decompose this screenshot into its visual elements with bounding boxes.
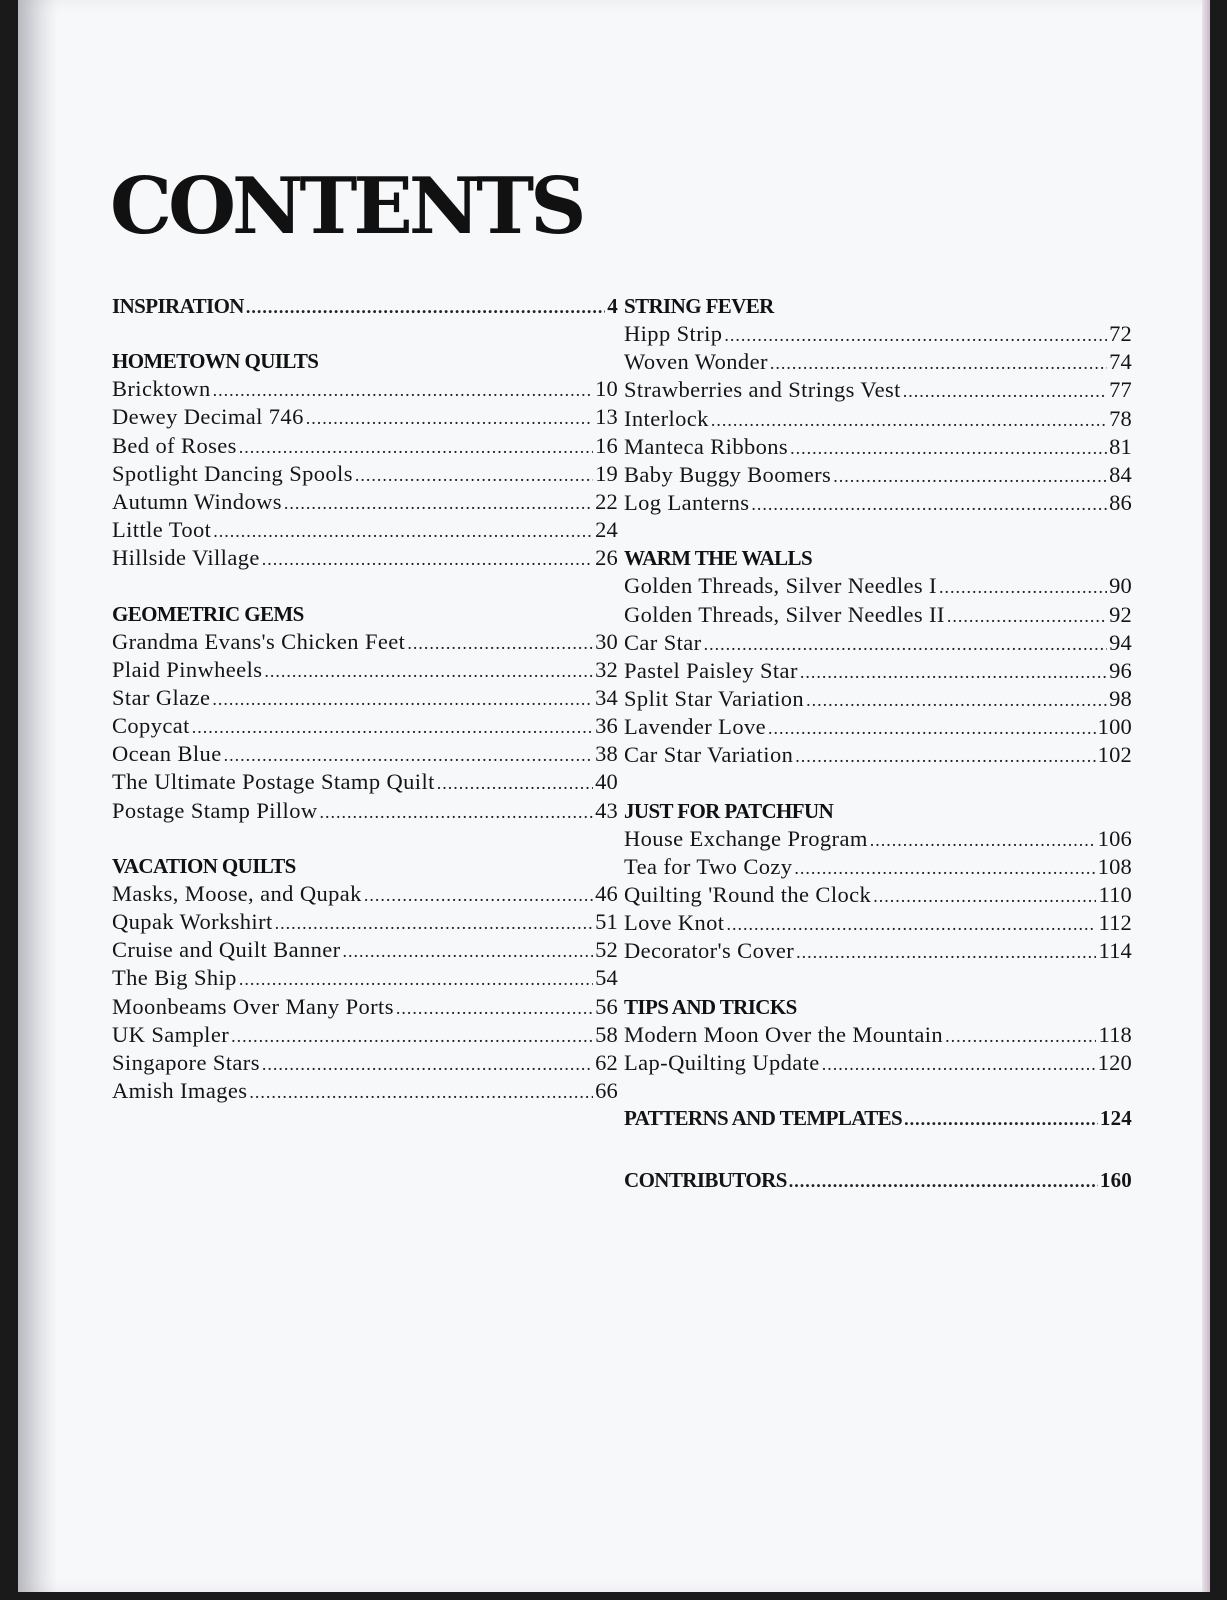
toc-page-number: 98 <box>1109 686 1132 712</box>
toc-entry-title: Strawberries and Strings Vest <box>624 377 901 403</box>
toc-entry[interactable] <box>624 657 1132 685</box>
dot-leader <box>264 657 593 685</box>
toc-entry[interactable] <box>624 909 1132 937</box>
toc-page-number: 106 <box>1097 825 1132 851</box>
toc-entry[interactable] <box>112 797 618 825</box>
toc-entry-title: Woven Wonder <box>624 349 768 375</box>
section-heading-vacation: VACATION QUILTS <box>112 853 296 878</box>
dot-leader <box>275 909 593 937</box>
dot-leader <box>320 798 594 826</box>
toc-page-number: 120 <box>1097 1049 1132 1075</box>
toc-page-number: 38 <box>595 741 618 767</box>
section-heading-tips: TIPS AND TRICKS <box>624 994 797 1019</box>
toc-entry-title: Pastel Paisley Star <box>624 657 798 683</box>
toc-entry-title: Car Star Variation <box>624 742 794 768</box>
toc-entry[interactable] <box>112 656 618 684</box>
toc-page-number: 40 <box>595 769 618 795</box>
toc-section-label: CONTRIBUTORS <box>624 1168 787 1193</box>
toc-entry[interactable] <box>112 460 618 488</box>
dot-leader <box>231 1022 593 1050</box>
section-heading-geometric: GEOMETRIC GEMS <box>112 601 304 626</box>
dot-leader <box>343 937 594 965</box>
toc-page-number: 72 <box>1109 321 1132 346</box>
toc-entry[interactable] <box>624 405 1132 433</box>
toc-page-number: 16 <box>595 432 618 458</box>
toc-entry-title: Qupak Workshirt <box>112 909 273 934</box>
dot-leader <box>870 826 1096 854</box>
dot-leader <box>364 881 593 909</box>
toc-entry-title: Singapore Stars <box>112 1049 260 1075</box>
toc-entry-title: Log Lanterns <box>624 490 750 516</box>
dot-leader <box>306 404 593 432</box>
dot-leader <box>903 377 1107 405</box>
toc-entry[interactable] <box>624 629 1132 657</box>
toc-entry[interactable] <box>624 461 1132 489</box>
toc-entry-title: Star Glaze <box>112 684 211 710</box>
toc-entry[interactable] <box>624 489 1132 517</box>
dot-leader <box>213 517 593 545</box>
toc-entry[interactable] <box>624 937 1132 965</box>
section-string-fever <box>624 320 1132 517</box>
dot-leader <box>711 406 1107 434</box>
toc-entry[interactable] <box>624 601 1132 629</box>
dot-leader <box>904 1105 1098 1133</box>
page-title: CONTENTS <box>110 161 583 252</box>
toc-page-number: 56 <box>595 993 618 1019</box>
toc-entry-title: Hillside Village <box>112 545 260 571</box>
dot-leader <box>833 462 1107 490</box>
dot-leader <box>790 434 1107 462</box>
toc-page-number: 112 <box>1098 910 1132 936</box>
toc-entry-title: Cruise and Quilt Banner <box>112 937 341 963</box>
toc-entry-title: Little Toot <box>112 517 212 543</box>
toc-page-number: 26 <box>595 545 618 571</box>
dot-leader <box>806 686 1107 714</box>
toc-page-number: 94 <box>1109 629 1132 655</box>
toc-entry[interactable] <box>112 684 618 712</box>
toc-entry-title: The Ultimate Postage Stamp Quilt <box>112 769 435 795</box>
dot-leader <box>945 1022 1096 1050</box>
dot-leader <box>795 742 1095 770</box>
toc-section-label: PATTERNS AND TEMPLATES <box>624 1105 903 1130</box>
toc-page-number: 66 <box>595 1078 618 1104</box>
section-heading-warm-walls: WARM THE WALLS <box>624 546 813 571</box>
toc-entry-title: Decorator's Cover <box>624 938 795 964</box>
toc-entry[interactable] <box>624 348 1132 376</box>
section-heading-patchfun: JUST FOR PATCHFUN <box>624 798 834 823</box>
dot-leader <box>770 349 1107 377</box>
toc-entry[interactable] <box>624 713 1132 741</box>
toc-entry-title: Love Knot <box>624 910 725 936</box>
toc-entry[interactable] <box>112 432 618 460</box>
toc-page-number: 160 <box>1099 1168 1132 1193</box>
toc-entry[interactable] <box>624 685 1132 713</box>
toc-page-number: 102 <box>1097 742 1132 768</box>
dot-leader <box>822 1050 1096 1078</box>
dot-leader <box>246 293 605 321</box>
section-hometown-quilts <box>112 375 618 572</box>
toc-page-number: 114 <box>1098 938 1132 964</box>
toc-page-number: 10 <box>595 376 618 402</box>
toc-entry[interactable] <box>112 375 618 403</box>
toc-entry-title: UK Sampler <box>112 1021 230 1047</box>
dot-leader <box>407 629 593 657</box>
toc-entry[interactable] <box>112 1077 618 1105</box>
toc-page-number: 30 <box>595 628 618 654</box>
toc-entry-title: Car Star <box>624 629 702 655</box>
toc-entry[interactable] <box>624 853 1132 881</box>
section-heading-string-fever: STRING FEVER <box>624 294 774 318</box>
dot-leader <box>794 854 1095 882</box>
toc-page-number: 118 <box>1098 1021 1132 1047</box>
toc-entry[interactable] <box>624 1021 1132 1049</box>
toc-page-number: 43 <box>595 797 618 823</box>
toc-entry[interactable] <box>112 880 618 908</box>
dot-leader <box>800 658 1107 686</box>
toc-entry[interactable] <box>112 516 618 544</box>
toc-page-number: 13 <box>595 404 618 430</box>
toc-entry-title: Postage Stamp Pillow <box>112 797 318 823</box>
toc-entry-patterns[interactable] <box>624 1104 1132 1132</box>
toc-page-number: 100 <box>1097 714 1132 740</box>
dot-leader <box>249 1078 593 1106</box>
toc-entry[interactable] <box>624 376 1132 404</box>
toc-page-number: 110 <box>1098 882 1132 907</box>
dot-leader <box>751 490 1107 518</box>
section-heading-hometown: HOMETOWN QUILTS <box>112 349 319 374</box>
toc-entry-title: Split Star Variation <box>624 686 805 712</box>
toc-entry[interactable] <box>624 881 1132 909</box>
dot-leader <box>262 545 593 573</box>
toc-entry-contributors[interactable] <box>624 1166 1132 1194</box>
toc-page-number: 54 <box>595 965 618 991</box>
toc-entry[interactable] <box>112 993 618 1021</box>
toc-entry-title: Golden Threads, Silver Needles I <box>624 573 937 599</box>
toc-entry-title: Baby Buggy Boomers <box>624 461 832 487</box>
toc-entry-inspiration[interactable] <box>112 292 618 320</box>
toc-entry[interactable] <box>624 572 1132 600</box>
toc-page-number: 124 <box>1099 1105 1132 1130</box>
toc-page-number: 22 <box>595 488 618 514</box>
toc-entry-title: Bed of Roses <box>112 432 237 458</box>
toc-page-number: 36 <box>595 713 618 739</box>
toc-entry-title: Masks, Moose, and Qupak <box>112 880 362 906</box>
section-geometric-gems <box>112 628 618 825</box>
toc-page-number: 78 <box>1109 405 1132 431</box>
toc-entry[interactable] <box>112 908 618 936</box>
toc-page-number: 52 <box>595 937 618 963</box>
toc-entry-title: Plaid Pinwheels <box>112 656 263 682</box>
toc-page-number: 4 <box>607 294 618 318</box>
toc-page-number: 46 <box>595 880 618 906</box>
toc-entry-title: Bricktown <box>112 376 211 402</box>
toc-page-number: 84 <box>1109 461 1132 487</box>
toc-entry[interactable] <box>112 964 618 992</box>
toc-page-number: 19 <box>595 460 618 486</box>
toc-entry-title: Dewey Decimal 746 <box>112 404 304 430</box>
toc-entry[interactable] <box>112 488 618 516</box>
gutter-shadow <box>18 0 58 1592</box>
dot-leader <box>213 376 594 404</box>
dot-leader <box>355 461 593 489</box>
toc-page-number: 32 <box>595 656 618 682</box>
dot-leader <box>724 321 1107 349</box>
toc-entry[interactable] <box>624 433 1132 461</box>
dot-leader <box>284 489 593 517</box>
section-warm-the-walls <box>624 572 1132 769</box>
toc-entry[interactable] <box>112 403 618 431</box>
dot-leader <box>212 685 593 713</box>
dot-leader <box>192 713 593 741</box>
toc-entry-title: Spotlight Dancing Spools <box>112 460 353 486</box>
dot-leader <box>396 994 593 1022</box>
toc-entry-title: Grandma Evans's Chicken Feet <box>112 628 406 654</box>
toc-entry[interactable] <box>112 712 618 740</box>
dot-leader <box>789 1167 1098 1195</box>
dot-leader <box>239 433 593 461</box>
toc-entry-title: Manteca Ribbons <box>624 433 789 459</box>
toc-entry[interactable] <box>112 1021 618 1049</box>
toc-page-number: 81 <box>1109 433 1132 459</box>
dot-leader <box>224 741 594 769</box>
toc-page-number: 62 <box>595 1049 618 1075</box>
toc-entry[interactable] <box>112 1049 618 1077</box>
section-just-for-patchfun <box>624 825 1132 966</box>
toc-entry[interactable] <box>112 768 618 796</box>
toc-entry-title: Copycat <box>112 713 190 739</box>
toc-entry-title: Quilting 'Round the Clock <box>624 882 872 907</box>
toc-page-number: 96 <box>1109 657 1132 683</box>
toc-entry[interactable] <box>112 628 618 656</box>
toc-page-number: 90 <box>1109 573 1132 599</box>
toc-page-number: 34 <box>595 684 618 710</box>
toc-page-number: 86 <box>1109 490 1132 516</box>
dot-leader <box>262 1050 593 1078</box>
toc-entry-title: House Exchange Program <box>624 825 868 851</box>
toc-entry-title: Golden Threads, Silver Needles II <box>624 601 945 627</box>
toc-entry-title: Lap-Quilting Update <box>624 1049 820 1075</box>
toc-entry[interactable] <box>112 544 618 572</box>
toc-entry-title: The Big Ship <box>112 965 237 991</box>
toc-entry-title: Autumn Windows <box>112 488 282 514</box>
dot-leader <box>726 910 1096 938</box>
toc-entry-title: Amish Images <box>112 1078 248 1104</box>
book-page <box>18 0 1210 1592</box>
toc-left-column <box>112 292 618 1105</box>
toc-entry[interactable] <box>624 320 1132 348</box>
toc-page-number: 58 <box>595 1021 618 1047</box>
toc-page-number: 92 <box>1109 601 1132 627</box>
toc-page-number: 77 <box>1109 377 1132 403</box>
dot-leader <box>704 630 1108 658</box>
toc-entry[interactable] <box>624 741 1132 769</box>
dot-leader <box>796 938 1096 966</box>
toc-entry-title: Moonbeams Over Many Ports <box>112 993 394 1019</box>
dot-leader <box>768 714 1096 742</box>
toc-entry-title: Interlock <box>624 405 709 431</box>
toc-entry-title: Hipp Strip <box>624 321 723 346</box>
dot-leader <box>437 769 593 797</box>
dot-leader <box>873 882 1096 910</box>
page-edge <box>1202 0 1210 1592</box>
dot-leader <box>939 573 1107 601</box>
toc-entry[interactable] <box>624 825 1132 853</box>
toc-entry[interactable] <box>112 936 618 964</box>
toc-section-label: INSPIRATION <box>112 294 244 318</box>
section-vacation-quilts <box>112 880 618 1106</box>
toc-entry-title: Ocean Blue <box>112 741 222 767</box>
section-tips-and-tricks <box>624 1021 1132 1077</box>
toc-entry[interactable] <box>624 1049 1132 1077</box>
toc-page-number: 24 <box>595 517 618 543</box>
toc-page-number: 51 <box>595 909 618 934</box>
toc-right-column <box>624 292 1132 1194</box>
dot-leader <box>947 602 1107 630</box>
toc-entry-title: Tea for Two Cozy <box>624 853 793 879</box>
toc-entry-title: Lavender Love <box>624 714 767 740</box>
toc-entry-title: Modern Moon Over the Mountain <box>624 1021 944 1047</box>
toc-page-number: 74 <box>1109 349 1132 375</box>
toc-page-number: 108 <box>1097 853 1132 879</box>
dot-leader <box>239 965 593 993</box>
toc-entry[interactable] <box>112 740 618 768</box>
